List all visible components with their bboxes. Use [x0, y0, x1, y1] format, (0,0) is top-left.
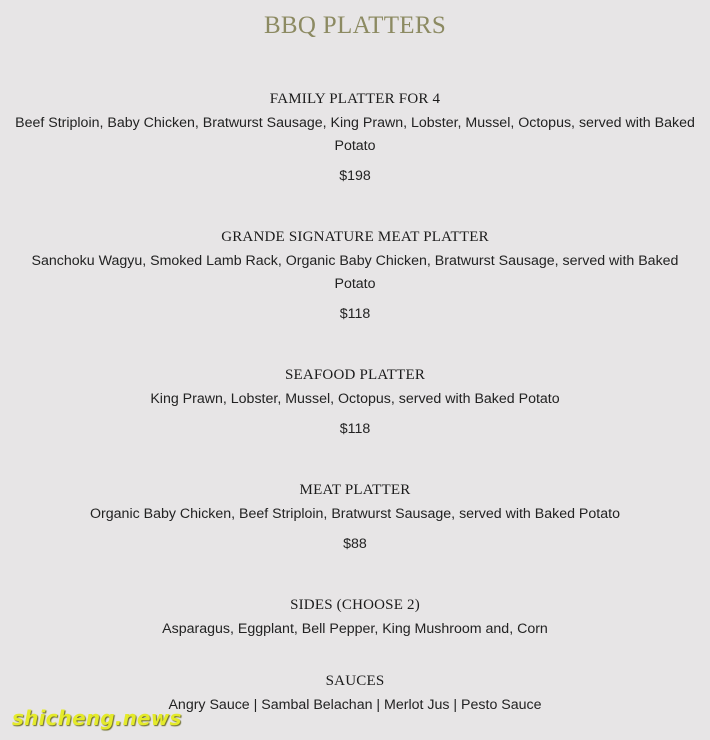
menu-title: BBQ PLATTERS: [263, 12, 447, 39]
item-price: $198: [339, 168, 371, 184]
menu-item-seafood-platter: [0, 365, 710, 439]
item-name: GRANDE SIGNATURE MEAT PLATTER: [221, 229, 489, 245]
item-price: $88: [343, 536, 367, 552]
item-description: Asparagus, Eggplant, Bell Pepper, King Mushroom and, Corn: [162, 621, 548, 637]
item-description: King Prawn, Lobster, Mussel, Octopus, served with Baked Potato: [150, 391, 560, 407]
menu-item-sides: [0, 595, 710, 641]
item-name: SAUCES: [325, 673, 385, 689]
item-name: MEAT PLATTER: [299, 482, 411, 498]
item-name: SEAFOOD PLATTER: [284, 367, 426, 383]
item-price: $118: [339, 421, 371, 437]
item-price: $118: [339, 306, 371, 322]
menu-item-meat-platter: [0, 480, 710, 554]
item-name: FAMILY PLATTER FOR 4: [269, 91, 441, 107]
item-description: Beef Striploin, Baby Chicken, Bratwurst Sausage, King Prawn, Lobster, Mussel, Octopus, served with Baked Potato: [15, 115, 695, 154]
item-description: Angry Sauce | Sambal Belachan | Merlot Jus | Pesto Sauce: [168, 697, 542, 713]
item-name: SIDES (CHOOSE 2): [290, 597, 420, 613]
menu-item-grande-signature-meat-platter: [0, 227, 710, 324]
item-description: Organic Baby Chicken, Beef Striploin, Bratwurst Sausage, served with Baked Potato: [90, 506, 620, 522]
watermark-text: shicheng.news: [12, 706, 182, 730]
item-description: Sanchoku Wagyu, Smoked Lamb Rack, Organic Baby Chicken, Bratwurst Sausage, served with Baked Potato: [31, 253, 679, 292]
menu-item-family-platter: [0, 89, 710, 186]
